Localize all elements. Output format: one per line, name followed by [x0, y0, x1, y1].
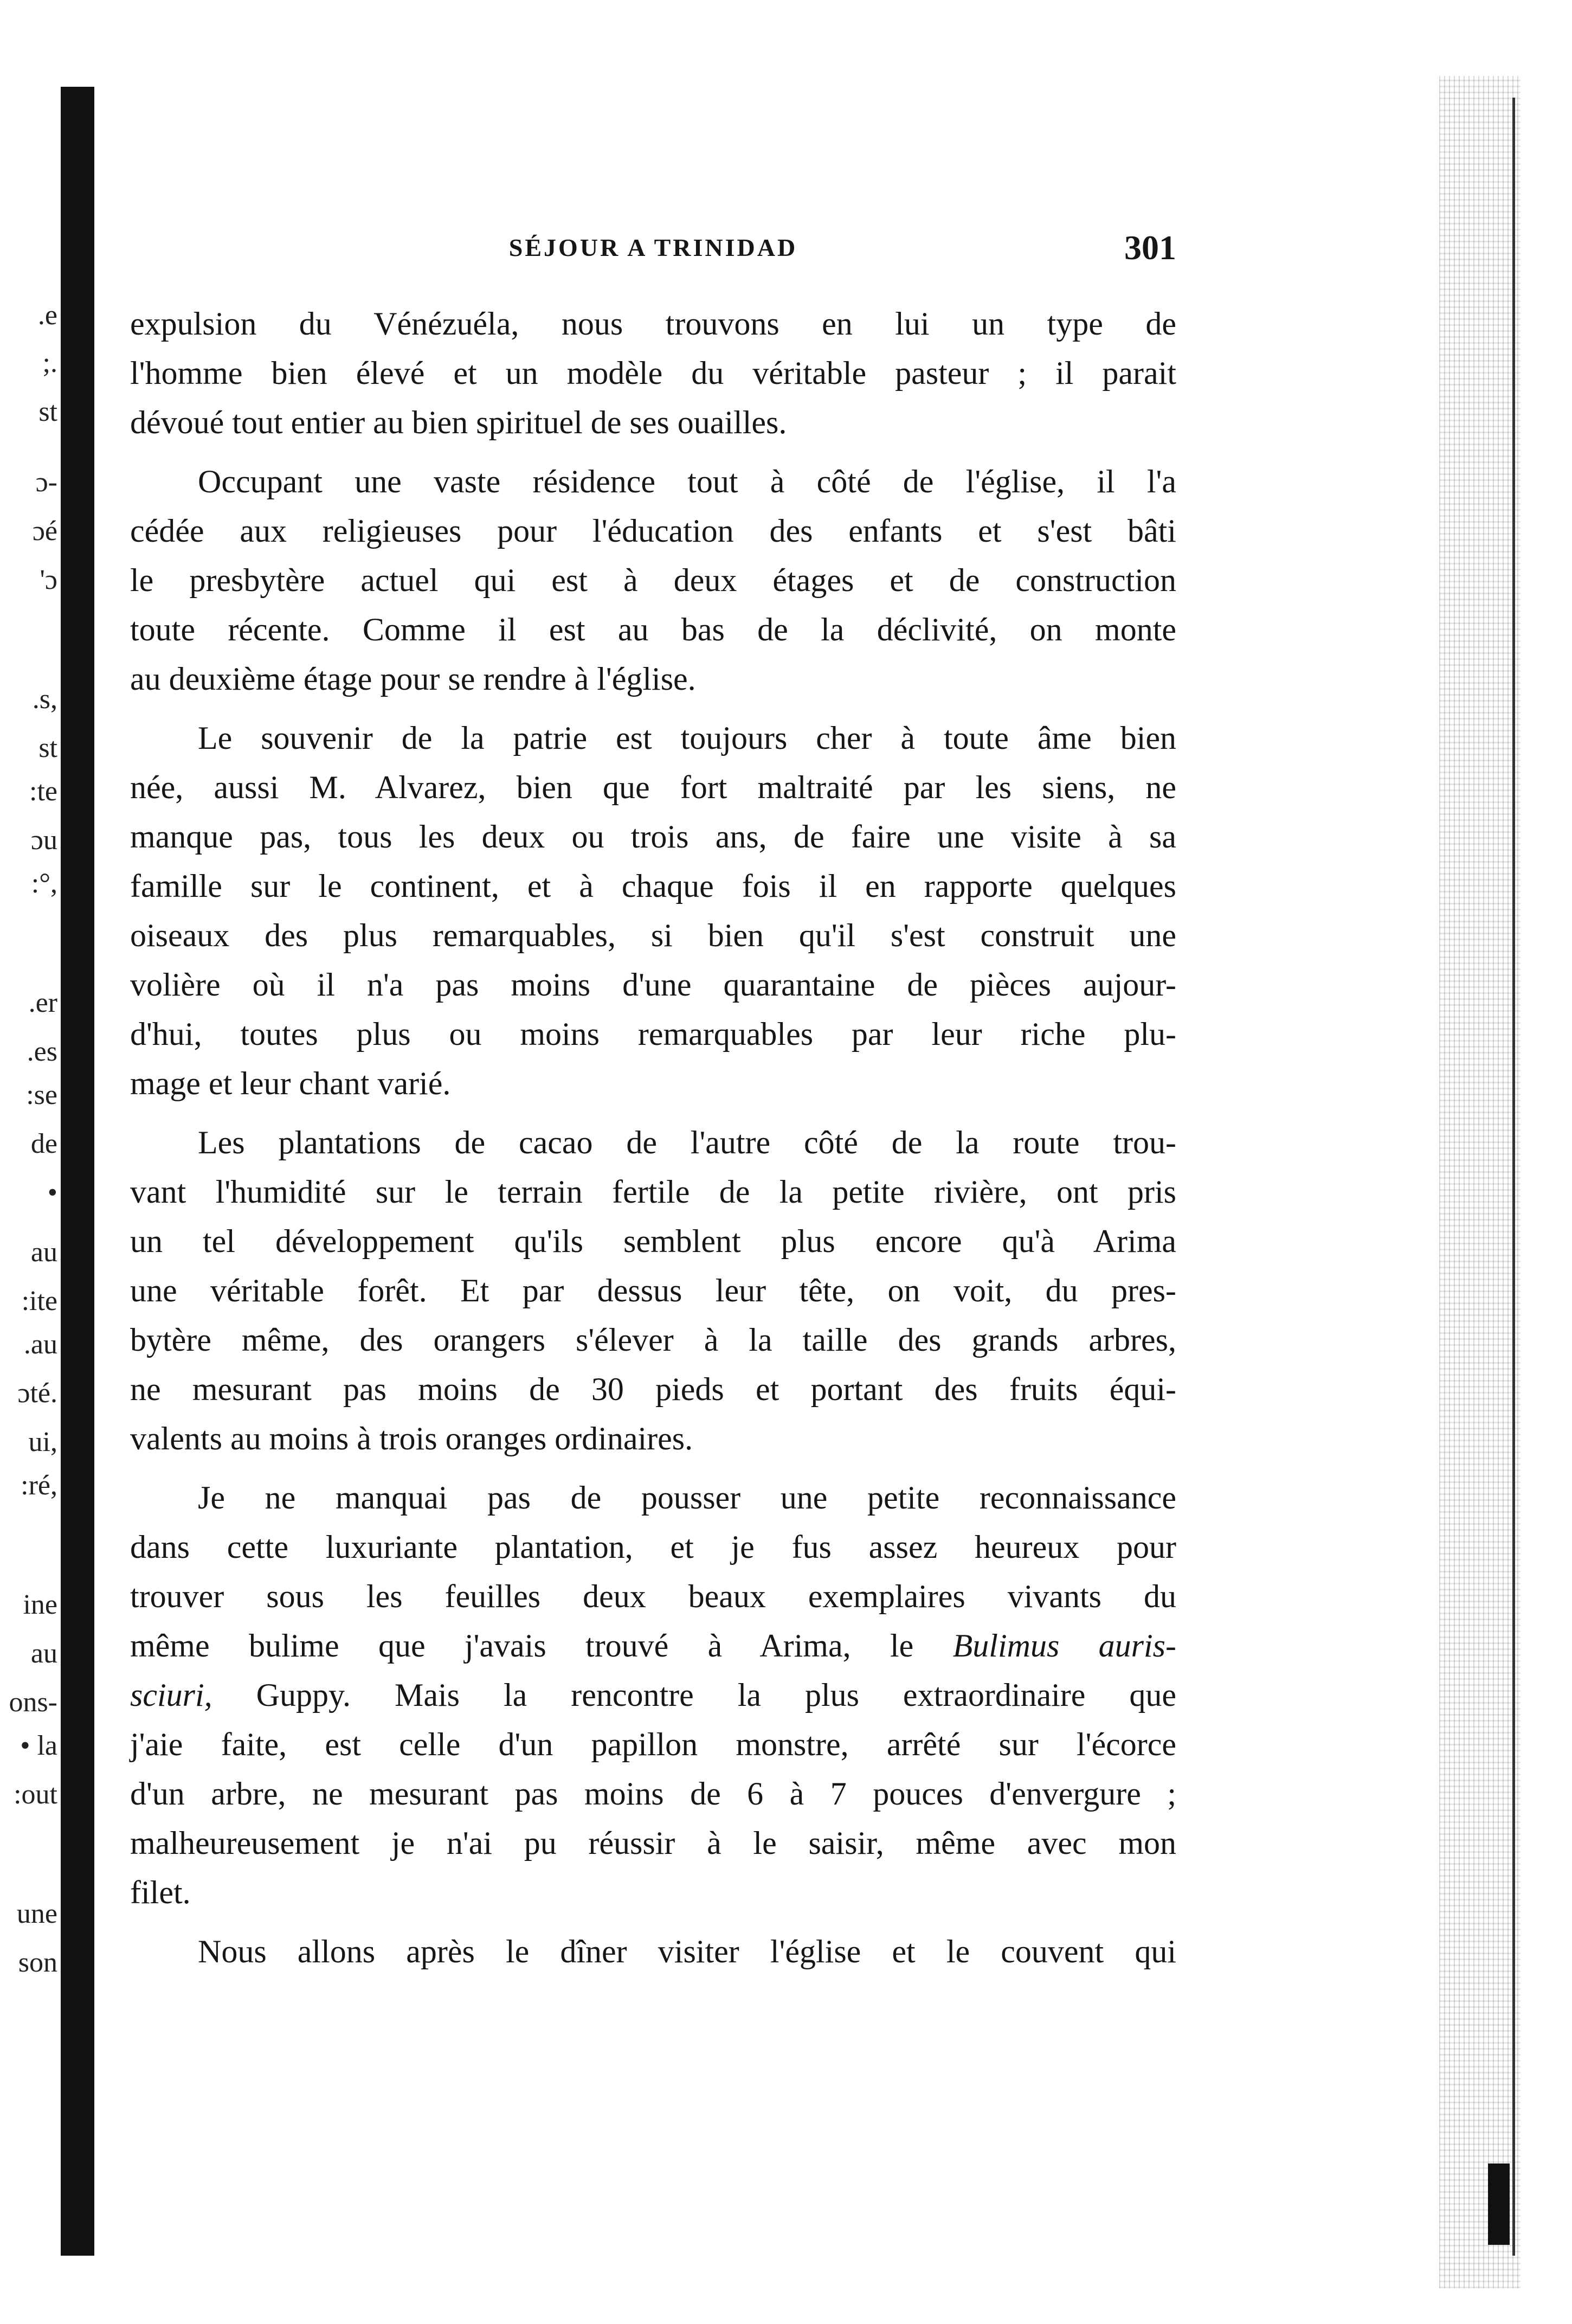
facing-fragment: ons-	[9, 1687, 57, 1718]
facing-fragment: .e	[37, 300, 57, 331]
page-edge-rule	[1512, 98, 1515, 2256]
facing-fragment: :ré,	[21, 1470, 57, 1501]
text-line: cédée aux religieuses pour l'éducation des enfants et s'est bâti	[130, 513, 1176, 549]
facing-fragment: ine	[23, 1589, 57, 1620]
text-line: manque pas, tous les deux ou trois ans, de faire une visite à sa	[130, 819, 1176, 855]
text-line: bytère même, des orangers s'élever à la taille des grands arbres,	[130, 1322, 1176, 1358]
book-binding-shadow	[61, 87, 94, 2256]
text-line: au deuxième étage pour se rendre à l'église.	[130, 661, 696, 697]
facing-fragment: ui,	[28, 1427, 57, 1458]
facing-fragment: ɔé	[32, 516, 57, 547]
text-line: une véritable forêt. Et par dessus leur tête, on voit, du pres-	[130, 1273, 1176, 1308]
text-line: née, aussi M. Alvarez, bien que fort maltraité par les siens, ne	[130, 769, 1176, 805]
text-line: oiseaux des plus remarquables, si bien qu'il s'est construit une	[130, 917, 1176, 953]
text-line	[130, 1671, 1176, 1720]
text-line: un tel développement qu'ils semblent plus encore qu'à Arima	[130, 1223, 1176, 1259]
facing-fragment: :°,	[31, 868, 57, 899]
text-line: Nous allons après le dîner visiter l'église et le couvent qui	[198, 1934, 1176, 1969]
facing-fragment: •	[47, 1177, 57, 1208]
text-run: Guppy. Mais la rencontre la plus extraordinaire que	[212, 1677, 1176, 1713]
facing-fragment: .er	[28, 987, 57, 1018]
text-line: Les plantations de cacao de l'autre côté de la route trou-	[198, 1125, 1176, 1160]
text-line: trouver sous les feuilles deux beaux exemplaires vivants du	[130, 1578, 1176, 1614]
text-line: mage et leur chant varié.	[130, 1065, 451, 1101]
facing-fragment: :ite	[21, 1286, 57, 1317]
facing-fragment: :te	[29, 776, 57, 807]
facing-fragment: ;.	[42, 348, 57, 378]
facing-fragment: :out	[14, 1779, 57, 1810]
text-line: dévoué tout entier au bien spirituel de ses ouailles.	[130, 405, 787, 440]
text-line: expulsion du Vénézuéla, nous trouvons en lui un type de	[130, 306, 1176, 342]
text-line: j'aie faite, est celle d'un papillon monstre, arrêté sur l'écorce	[130, 1726, 1176, 1762]
facing-fragment: au	[30, 1237, 57, 1268]
facing-fragment: st	[38, 733, 57, 763]
facing-fragment: st	[38, 396, 57, 427]
text-line: ne mesurant pas moins de 30 pieds et portant des fruits équi-	[130, 1371, 1176, 1407]
text-line: l'homme bien élevé et un modèle du véritable pasteur ; il parait	[130, 355, 1176, 391]
text-line: Je ne manquai pas de pousser une petite reconnaissance	[198, 1480, 1176, 1516]
page-edge-texture	[1439, 76, 1521, 2288]
text-line: famille sur le continent, et à chaque fois il en rapporte quelques	[130, 868, 1176, 904]
body-text	[130, 299, 1176, 1976]
text-line: valents au moins à trois oranges ordinaires.	[130, 1421, 693, 1456]
text-line: malheureusement je n'ai pu réussir à le saisir, même avec mon	[130, 1825, 1176, 1861]
facing-fragment: son	[18, 1947, 57, 1978]
text-line: d'hui, toutes plus ou moins remarquables par leur riche plu-	[130, 1016, 1176, 1052]
page-header	[130, 228, 1176, 266]
facing-fragment: :se	[26, 1080, 57, 1110]
text-line: le presbytère actuel qui est à deux étages et de construction	[130, 562, 1176, 598]
facing-fragment: ɔ-	[35, 467, 57, 498]
text-line: toute récente. Comme il est au bas de la déclivité, on monte	[130, 612, 1176, 647]
facing-fragment: .au	[23, 1329, 57, 1360]
facing-fragment: de	[30, 1128, 57, 1159]
text-line: filet.	[130, 1874, 191, 1910]
text-line: d'un arbre, ne mesurant pas moins de 6 à 7 pouces d'envergure ;	[130, 1776, 1176, 1812]
italic-species-name: sciuri,	[130, 1677, 212, 1713]
facing-fragment: • la	[20, 1730, 57, 1761]
text-line: volière où il n'a pas moins d'une quarantaine de pièces aujour-	[130, 967, 1176, 1003]
facing-fragment: ɔu	[30, 825, 57, 856]
italic-species-name: Bulimus auris-	[952, 1628, 1176, 1664]
facing-fragment: ɔté.	[17, 1378, 57, 1409]
page-edge-mark	[1488, 2163, 1510, 2245]
page-number: 301	[1124, 228, 1176, 267]
text-line: Le souvenir de la patrie est toujours cher à toute âme bien	[198, 720, 1176, 756]
facing-page-fragment	[0, 0, 61, 2324]
text-line: vant l'humidité sur le terrain fertile de la petite rivière, ont pris	[130, 1174, 1176, 1210]
text-run: même bulime que j'avais trouvé à Arima, le	[130, 1628, 953, 1664]
facing-fragment: 'ɔ	[40, 564, 57, 595]
running-title: SÉJOUR A TRINIDAD	[508, 234, 798, 261]
facing-fragment: .es	[27, 1036, 57, 1067]
text-line: Occupant une vaste résidence tout à côté de l'église, il l'a	[198, 464, 1176, 499]
facing-fragment: au	[30, 1638, 57, 1669]
facing-fragment: une	[16, 1898, 57, 1929]
text-line	[130, 1621, 1176, 1671]
facing-fragment: .s,	[32, 684, 57, 715]
text-line: dans cette luxuriante plantation, et je fus assez heureux pour	[130, 1529, 1176, 1565]
